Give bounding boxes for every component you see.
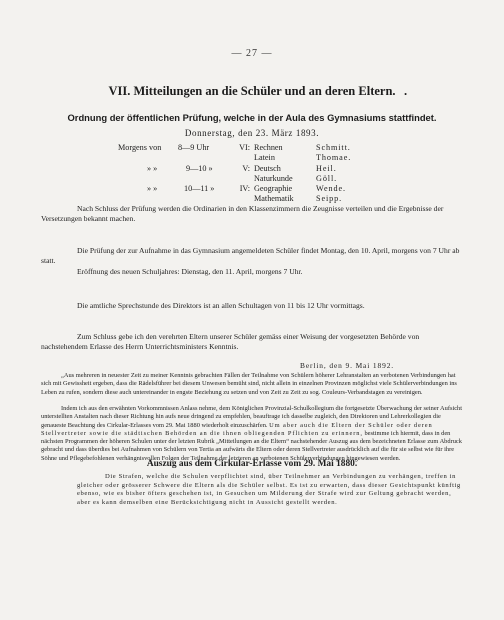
exam-order-subtitle: Ordnung der öffentlichen Prüfung, welche in der Aula des Gymnasiums stattfindet. (67, 112, 437, 123)
exam-date-line: Donnerstag, den 23. März 1893. (184, 128, 320, 138)
schedule-subject: Mathematik (254, 194, 294, 203)
schedule-subject: Deutsch (254, 164, 281, 173)
schedule-class: V: (242, 164, 250, 173)
erlass-paragraph-1: „Aus mehreren in neuester Zeit zu meiner Kenntnis gebrachten Fällen der Teilnahme von Schülern höherer Lehranstalten an verbotenen Verbindungen hat sich mit Gewissheit ergeben, dass die Rädelsführer bei diesem Unwesen bemüht sind, nicht allein in einzelnen Provinzen möglichst viele Schülerverbindungen ins Leben zu rufen, sondern diese auch untereinander in engste Beziehung zu setzen und von Zeit zu Zeit zu sog. Couleurs-Verbandstagen zu vereinigen. (41, 372, 457, 396)
title-dot: . (404, 84, 408, 98)
erlass-text-3: bestimme ich hiermit, dass in den nächsten Programmen der höheren Schulen unter der letzten Rubrik „Mitteilungen an die Eltern“ nachstehender Auszug aus dem bezeichneten Erlasse zum Abdruck gebracht und dass überdies bei Aufnahmen von Schülern von Tertia an aufwärts die Eltern oder deren Stellvertreter ausdrücklich auf die für sie selbst wie für ihre Söhne und Pflegebefohlenen verhängnisvollen Folgen der Teilnahme der letzteren an verbotenen Schülerverbindungen hingewiesen werden. (41, 429, 462, 462)
erlass-paragraph-2 (41, 405, 465, 463)
schedule-subject: Rechnen (254, 143, 283, 152)
schedule-class: VI: (239, 143, 250, 152)
schedule-prefix: » » (147, 184, 158, 193)
schedule-time: 9—10 » (186, 164, 213, 173)
schedule-class: IV: (239, 184, 250, 193)
schedule-teacher: Schmitt. (316, 143, 351, 152)
schedule-subject: Naturkunde (254, 174, 293, 183)
paragraph-schluss: Zum Schluss gebe ich den verehrten Eltern unserer Schüler gemäss einer Weisung der vorgesetzten Behörde von nachstehendem Erlasse des Herrn Unterrichtsministers Kenntnis. (41, 332, 420, 352)
auszug-title: Auszug aus dem Cirkular-Erlasse vom 29. Mai 1880. (146, 459, 358, 469)
schedule-teacher: Wende. (316, 184, 346, 193)
auszug-paragraph: Die Strafen, welche die Schulen verpflichtet sind, über Teilnehmer an Verbindungen zu verhängen, treffen in gleicher oder grösserer Schwere die Eltern als die Schüler selbst. Es ist zu erwarten, dass dieser Gesichtspunkt künftig ebenso, wie es bisher öfters geschehen ist, in Gesuchen um Milderung der Strafe wird zur Geltung gebracht werden, aber es kann demselben eine Berücksichtigung nicht in Aussicht gestellt werden. (77, 473, 461, 506)
erlass-text-2: Indem ich aus den erwähnten Vorkommnissen Anlass nehme, dem Königlichen Provinzial-Schulkollegium die fortgesetzte Überwachung der seiner Aufsicht unterstellten Anstalten nach dieser Richtung hin aufs neue dringend zu empfehlen, beauftrage ich dasselbe zugleich, den Direktoren und Lehrerkollegien die genaueste Beachtung des Cirkular-Erlasses vom 29. Mai 1880 wiederholt einzuschärfen. (41, 405, 463, 429)
schedule-teacher: Seipp. (316, 194, 343, 203)
page-number: — 27 — (231, 48, 273, 59)
letter-date: Berlin, den 9. Mai 1892. (300, 361, 395, 370)
paragraph-sprechstunde: Die amtliche Sprechstunde des Direktors ist an allen Schultagen von 11 bis 12 Uhr vormittags. (77, 301, 365, 310)
schedule-subject: Geographie (254, 184, 293, 193)
schedule-time: 8—9 Uhr (178, 143, 210, 152)
paragraph-ordinarien: Nach Schluss der Prüfung werden die Ordinarien in den Klassenzimmern die Zeugnisse verteilen und die Ergebnisse der Versetzungen bekannt machen. (41, 204, 444, 224)
paragraph-eroeffnung: Eröffnung des neuen Schuljahres: Dienstag, den 11. April, morgens 7 Uhr. (77, 267, 303, 276)
erlass-spaced-text: Um aber auch die Eltern der Schüler oder deren Stellvertreter sowie die städtischen Behörden an die ihnen obliegenden Pflichten zu erinnern, (41, 421, 433, 437)
schedule-teacher: Thomae. (316, 153, 352, 162)
paragraph-aufnahme: Die Prüfung der zur Aufnahme in das Gymnasium angemeldeten Schüler findet Montag, den 10. April, morgens von 7 Uhr ab statt. (41, 246, 460, 266)
schedule-prefix: Morgens von (118, 143, 162, 152)
schedule-prefix: » » (147, 164, 158, 173)
schedule-teacher: Heil. (316, 164, 337, 173)
section-title-text: VII. Mitteilungen an die Schüler und an deren Eltern. (108, 84, 396, 98)
schedule-teacher: Göll. (316, 174, 338, 183)
schedule-time: 10—11 » (184, 184, 215, 193)
schedule-subject: Latein (254, 153, 275, 162)
section-title (0, 84, 504, 99)
